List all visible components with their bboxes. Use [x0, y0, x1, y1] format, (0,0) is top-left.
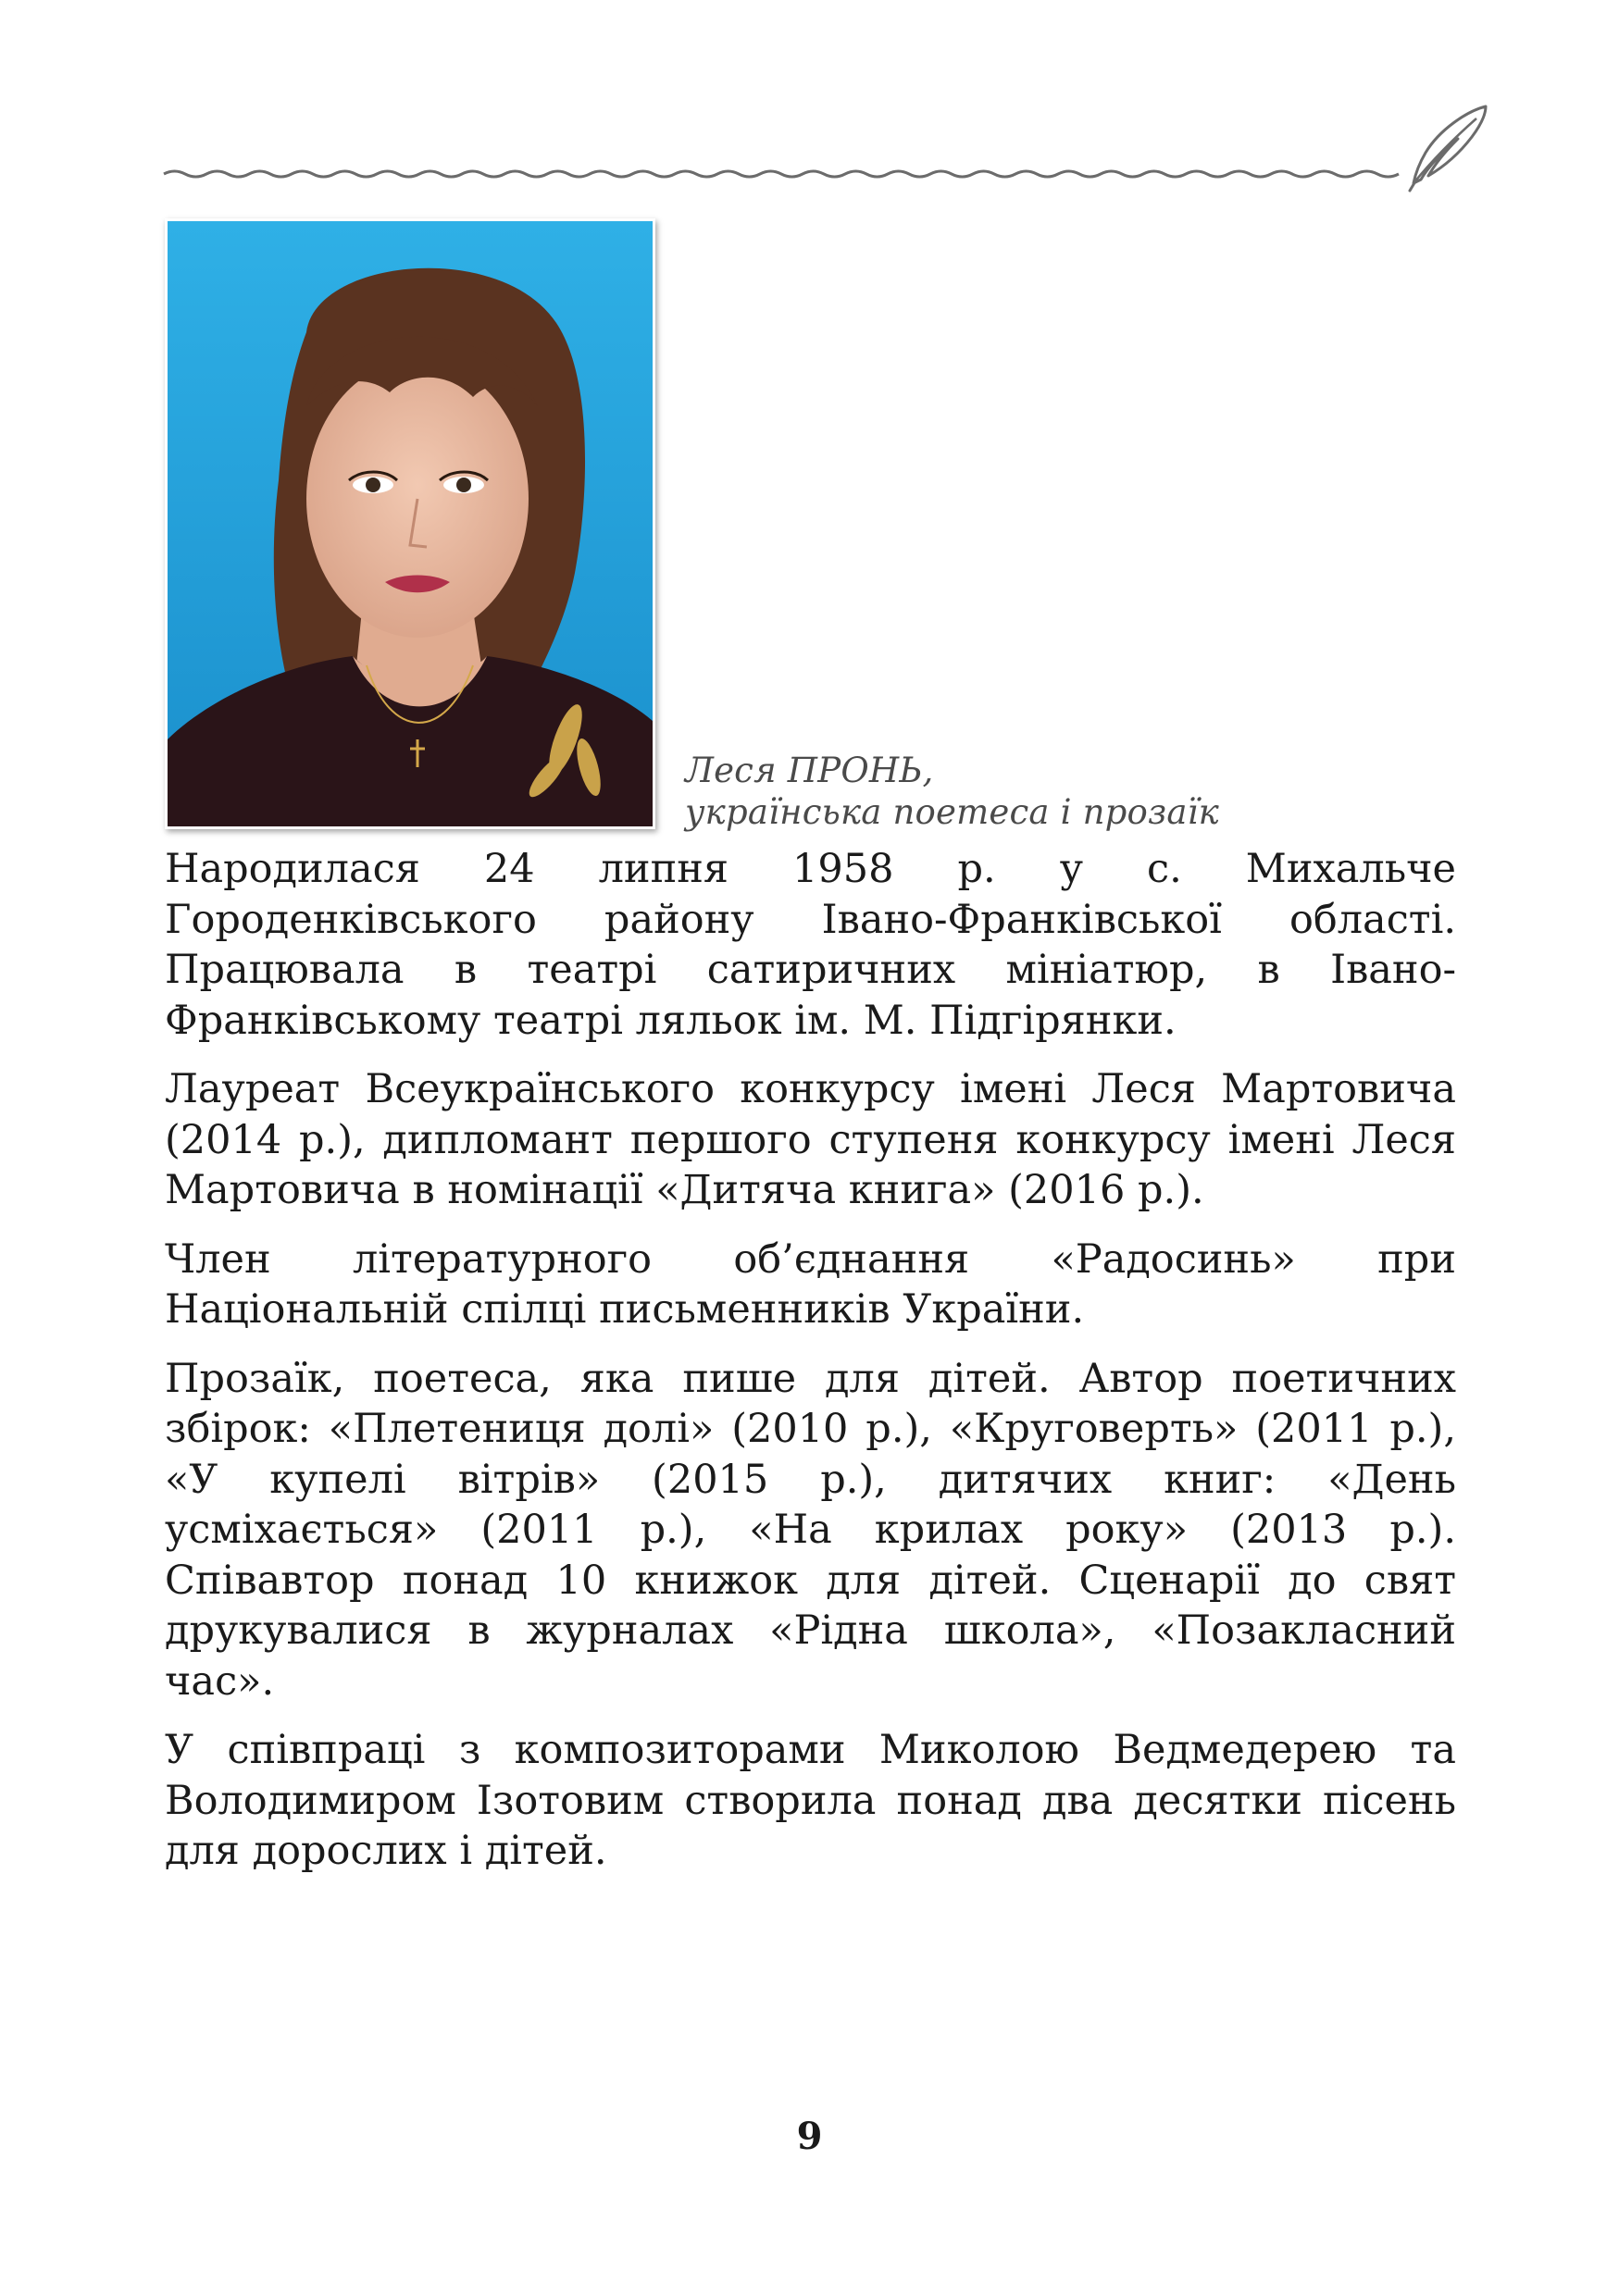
paragraph: Член літературного об’єднання «Радосинь» при Національній спілці письменників України.: [165, 1235, 1456, 1333]
header-ornament: [162, 93, 1495, 194]
paragraph: Прозаїк, поетеса, яка пише для дітей. Автор поетичних збірок: «Плетениця долі» (2010 р.), «Круговерть» (2011 р.), «У купелі вітрів» (2015 р.), дитячих книг: «День усміхається» (2011 р.), «На крилах року» (2013 р.). Співавтор понад 10 книжок для дітей. Сценарії до свят друкувалися в журналах «Рідна школа», «Позакласний час».: [165, 1355, 1456, 1705]
paragraph: У співпраці з композиторами Миколою Ведмедерею та Володимиром Ізотовим створила понад два десятки пісень для дорослих і дітей.: [165, 1727, 1456, 1874]
portrait-photo: [165, 218, 655, 829]
portrait-image: [168, 221, 653, 826]
photo-caption: [685, 750, 1219, 833]
quill-pen-icon: [1410, 106, 1486, 191]
wavy-rule: [162, 93, 1495, 194]
biography-text: [165, 844, 1456, 1895]
page-number: 9: [796, 2115, 823, 2158]
paragraph: Лауреат Всеукраїнського конкурсу імені Леся Мартовича (2014 р.), дипломант першого ступеня конкурсу імені Леся Мартовича в номінації «Дитяча книга» (2016 р.).: [165, 1066, 1456, 1213]
caption-author-name: Леся ПРОНЬ,: [685, 751, 934, 790]
caption-author-description: українська поетеса і прозаїк: [685, 792, 1219, 832]
paragraph: Народилася 24 липня 1958 р. у с. Михальче Городенківського району Івано-Франківської області. Працювала в театрі сатиричних мініатюр, в Івано-Франківському театрі ляльок ім. М. Підгірянки.: [165, 846, 1456, 1044]
